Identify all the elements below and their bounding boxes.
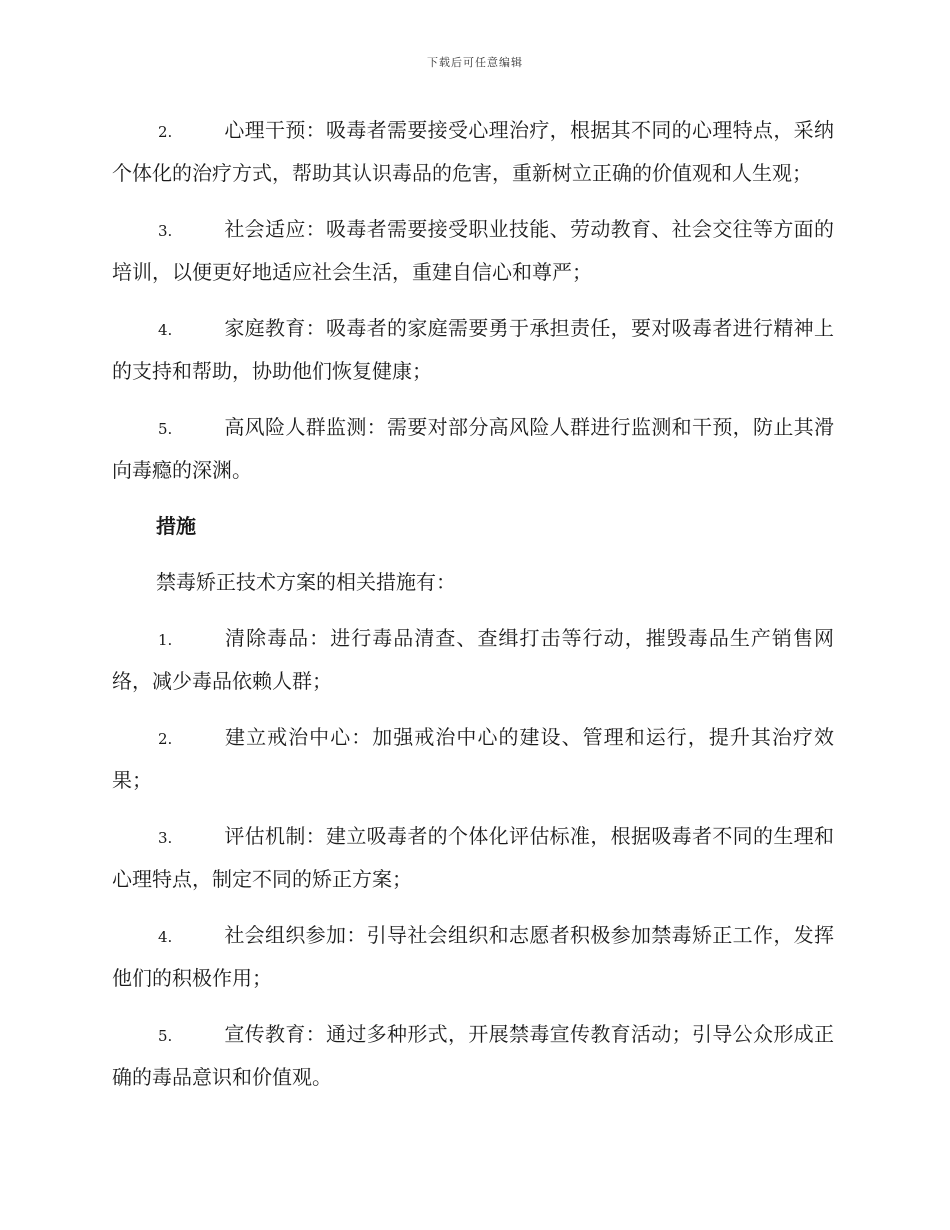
list-item xyxy=(112,209,834,293)
list-item-text: 心理干预：吸毒者需要接受心理治疗，根据其不同的心理特点，采纳个体化的治疗方式，帮助其认识毒品的危害，重新树立正确的价值观和人生观； xyxy=(112,118,834,185)
list-item xyxy=(112,110,834,194)
list-item xyxy=(112,407,834,491)
list-item xyxy=(112,816,834,900)
list-item-text: 家庭教育：吸毒者的家庭需要勇于承担责任，要对吸毒者进行精神上的支持和帮助，协助他们恢复健康； xyxy=(112,316,834,383)
list-item-number: 4. xyxy=(158,321,173,339)
list-item xyxy=(112,717,834,801)
list-item-number: 2. xyxy=(158,730,173,748)
list-item-text: 清除毒品：进行毒品清查、查缉打击等行动，摧毁毒品生产销售网络，减少毒品依赖人群； xyxy=(112,626,834,693)
list-item-number: 1. xyxy=(158,631,173,649)
section-heading: 措施 xyxy=(156,514,196,538)
list-item xyxy=(112,915,834,999)
list-item-number: 4. xyxy=(158,928,173,946)
list-item-text: 建立戒治中心：加强戒治中心的建设、管理和运行，提升其治疗效果； xyxy=(112,725,834,792)
document-body xyxy=(112,110,834,1113)
page-header: 下载后可任意编辑 xyxy=(427,56,523,69)
list-item xyxy=(112,1014,834,1098)
list-item-number: 3. xyxy=(158,829,173,847)
list-item-text: 高风险人群监测：需要对部分高风险人群进行监测和干预，防止其滑向毒瘾的深渊。 xyxy=(112,415,834,482)
list-item-text: 宣传教育：通过多种形式，开展禁毒宣传教育活动；引导公众形成正确的毒品意识和价值观。 xyxy=(112,1022,834,1089)
list-item xyxy=(112,618,834,702)
list-item-text: 评估机制：建立吸毒者的个体化评估标准，根据吸毒者不同的生理和心理特点，制定不同的矫正方案； xyxy=(112,824,834,891)
list-item xyxy=(112,308,834,392)
list-item-number: 5. xyxy=(158,1027,173,1045)
list-item-number: 2. xyxy=(158,123,173,141)
list-item-text: 社会适应：吸毒者需要接受职业技能、劳动教育、社会交往等方面的培训，以便更好地适应社会生活，重建自信心和尊严； xyxy=(112,217,834,284)
section-intro: 禁毒矫正技术方案的相关措施有： xyxy=(156,570,456,594)
list-item-number: 3. xyxy=(158,222,173,240)
list-item-text: 社会组织参加：引导社会组织和志愿者积极参加禁毒矫正工作，发挥他们的积极作用； xyxy=(112,923,834,990)
list-item-number: 5. xyxy=(158,420,173,438)
